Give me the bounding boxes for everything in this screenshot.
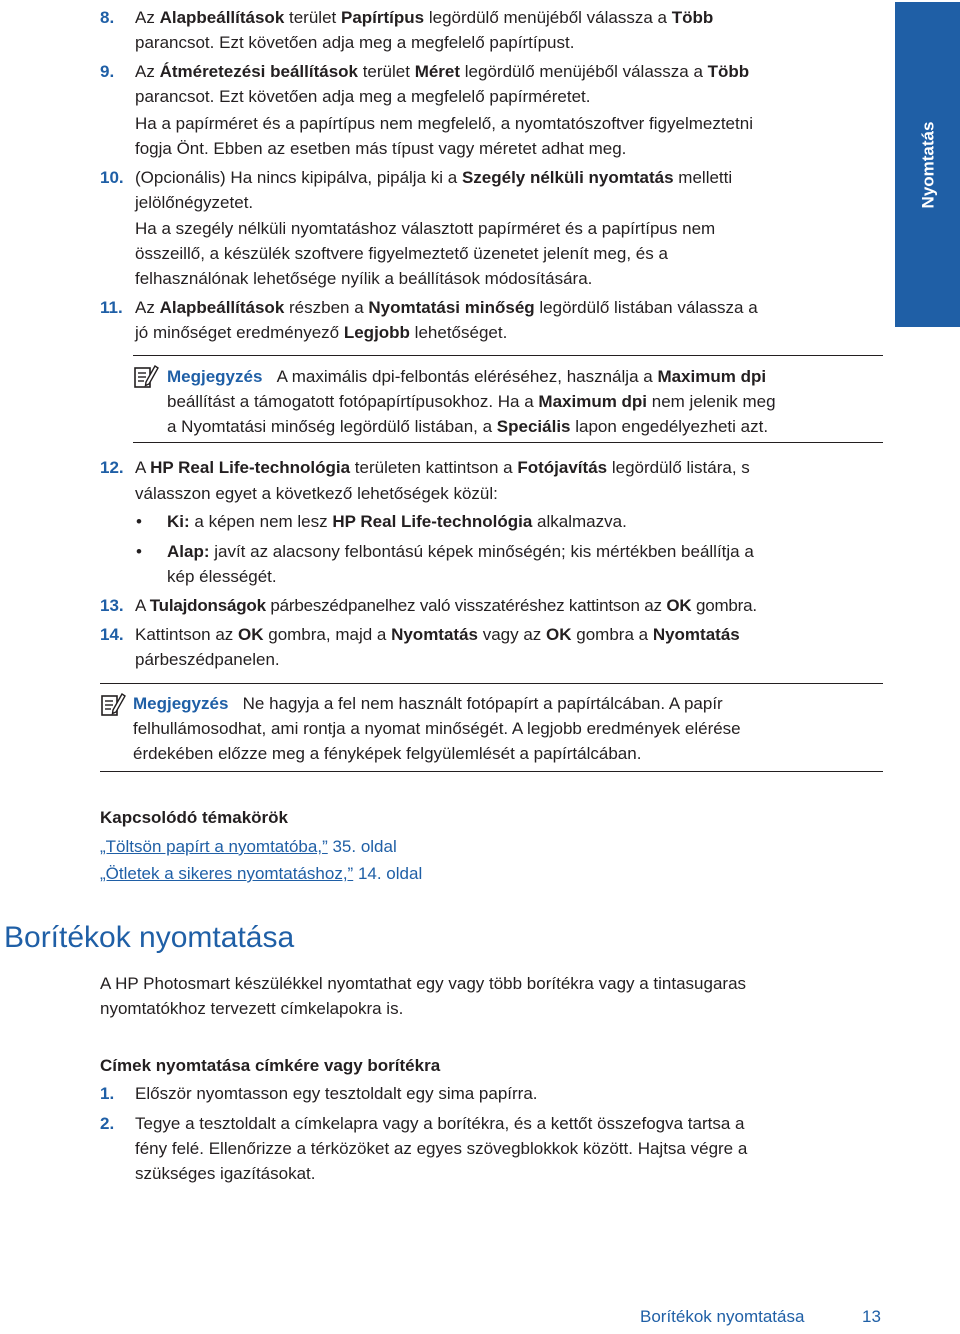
step-number: 13. [100, 596, 124, 615]
note-2-line-1: Megjegyzés Ne hagyja a fel nem használt fotópapírt a papírtálcában. A papír [133, 694, 723, 713]
step-12-line-1: A HP Real Life-technológia területen kattintson a Fotójavítás legördülő listára, s [135, 458, 750, 477]
step-number: 11. [100, 298, 123, 317]
step-number: 9. [100, 62, 115, 81]
footer-section: Borítékok nyomtatása [640, 1307, 805, 1326]
note-1-line-2: beállítást a támogatott fotópapírtípusokhoz. Ha a Maximum dpi nem jelenik meg [167, 392, 776, 411]
envelope-step-1: Először nyomtasson egy tesztoldalt egy sima papírra. [135, 1084, 538, 1103]
step-number: 12. [100, 458, 124, 477]
related-link-1[interactable] [100, 834, 397, 859]
step-12-bullet-2-cont: kép élességét. [167, 567, 277, 586]
bullet-icon: • [136, 542, 142, 561]
subsection-heading: Címek nyomtatása címkére vagy borítékra [100, 1056, 441, 1075]
step-14-line-2: párbeszédpanelen. [135, 650, 280, 669]
related-link-page: 14. oldal [353, 864, 423, 883]
step-12-line-2: válasszon egyet a következő lehetőségek közül: [135, 484, 498, 503]
step-9-line-1: Az Átméretezési beállítások terület Méret legördülő menüjéből válassza a Több [135, 62, 750, 81]
note-2-line-3: érdekében előzze meg a fényképek felgyülemlését a papírtálcában. [133, 744, 642, 763]
step-number: 2. [100, 1114, 115, 1133]
envelope-step-2-line-1: Tegye a tesztoldalt a címkelapra vagy a borítékra, és a kettőt összefogva tartsa a [135, 1114, 745, 1133]
section-intro-line-2: nyomtatókhoz tervezett címkelapokra is. [100, 999, 404, 1018]
note-label: Megjegyzés [133, 694, 229, 713]
step-10-para-1: Ha a szegély nélküli nyomtatáshoz választott papírméret és a papírtípus nem [135, 219, 716, 238]
step-12-bullet-2: Alap: javít az alacsony felbontású képek minőségén; kis mértékben beállítja a [167, 542, 754, 561]
step-number: 14. [100, 625, 124, 644]
related-link-text[interactable]: „Ötletek a sikeres nyomtatáshoz,” [100, 864, 354, 883]
step-9-line-2: parancsot. Ezt követően adja meg a megfelelő papírméretet. [135, 87, 591, 106]
page-number: 13 [862, 1307, 881, 1326]
note-1-line-1: Megjegyzés A maximális dpi-felbontás eléréséhez, használja a Maximum dpi [167, 367, 767, 386]
step-10-para-3: felhasználónak lehetősége nyílik a beállítások módosítására. [135, 269, 593, 288]
divider [133, 355, 883, 356]
section-intro-line-1: A HP Photosmart készülékkel nyomtathat egy vagy több borítékra vagy a tintasugaras [100, 974, 747, 993]
note-icon [99, 690, 127, 718]
step-number: 10. [100, 168, 124, 187]
related-link-page: 35. oldal [327, 837, 397, 856]
step-8-line-2: parancsot. Ezt követően adja meg a megfelelő papírtípust. [135, 33, 575, 52]
step-12-bullet-1: Ki: a képen nem lesz HP Real Life-technológia alkalmazva. [167, 512, 627, 531]
bullet-icon: • [136, 512, 142, 531]
step-8-line-1: Az Alapbeállítások terület Papírtípus legördülő menüjéből válassza a Több [135, 8, 714, 27]
divider [100, 683, 883, 684]
step-9-para-2: fogja Önt. Ebben az esetben más típust vagy méretet adhat meg. [135, 139, 627, 158]
related-link-text[interactable]: „Töltsön papírt a nyomtatóba,” [100, 837, 328, 856]
step-11-line-1: Az Alapbeállítások részben a Nyomtatási minőség legördülő listában válassza a [135, 298, 758, 317]
divider [133, 442, 883, 443]
step-number: 1. [100, 1084, 115, 1103]
step-number: 8. [100, 8, 115, 27]
step-13-line-1: A Tulajdonságok párbeszédpanelhez való visszatéréshez kattintson az OK gombra. [135, 596, 757, 615]
side-tab [895, 2, 960, 327]
related-heading: Kapcsolódó témakörök [100, 808, 288, 827]
divider [100, 771, 883, 772]
envelope-step-2-line-3: szükséges igazításokat. [135, 1164, 316, 1183]
step-9-para-1: Ha a papírméret és a papírtípus nem megfelelő, a nyomtatószoftver figyelmeztetni [135, 114, 753, 133]
note-1-line-3: a Nyomtatási minőség legördülő listában, a Speciális lapon engedélyezheti azt. [167, 417, 769, 436]
step-14-line-1: Kattintson az OK gombra, majd a Nyomtatás vagy az OK gombra a Nyomtatás [135, 625, 740, 644]
note-2-line-2: felhullámosodhat, ami rontja a nyomat minőségét. A legjobb eredmények elérése [133, 719, 741, 738]
side-tab-label: Nyomtatás [918, 121, 937, 208]
note-label: Megjegyzés [167, 367, 263, 386]
related-link-2[interactable] [100, 861, 422, 886]
step-10-para-2: összeillő, a készülék szoftvere figyelmeztető üzenetet jelenít meg, és a [135, 244, 668, 263]
step-10-line-1: (Opcionális) Ha nincs kipipálva, pipálja ki a Szegély nélküli nyomtatás melletti [135, 168, 733, 187]
step-10-line-2: jelölőnégyzetet. [135, 193, 254, 212]
step-11-line-2: jó minőséget eredményező Legjobb lehetőséget. [135, 323, 508, 342]
note-icon [132, 362, 160, 390]
section-title: Borítékok nyomtatása [4, 921, 295, 954]
envelope-step-2-line-2: fény felé. Ellenőrizze a térközöket az egyes szövegblokkok között. Hajtsa végre a [135, 1139, 748, 1158]
